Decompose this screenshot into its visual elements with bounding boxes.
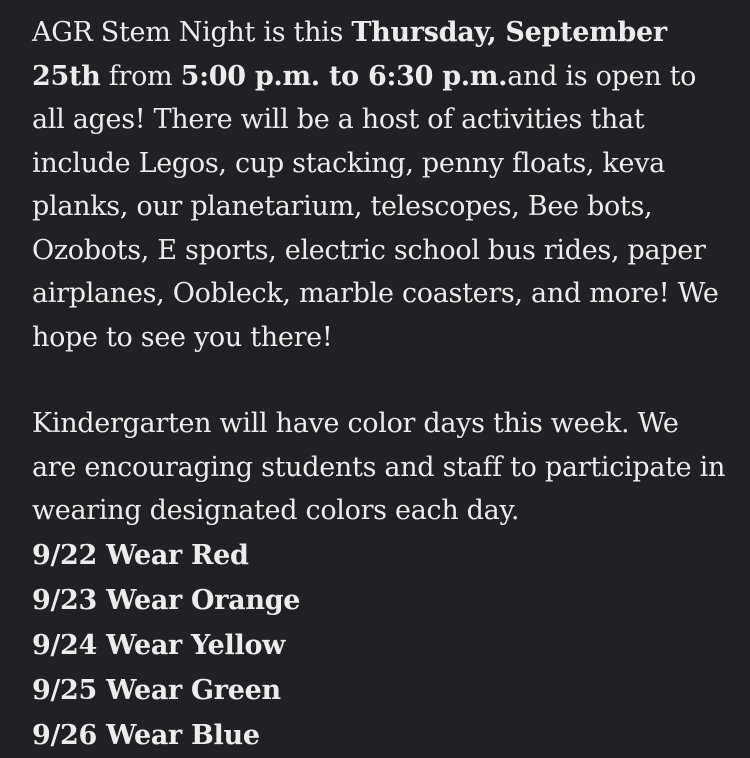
stem-details-text: and is open to all ages! There will be a host of activities that include Legos, cup stacking, penny floats, keva planks, our planetarium, telescopes, Bee bots, Ozobots, E sports, electric school bus rides, paper airplanes, Oobleck, marble coasters, and more! We hope to see you there! bbox=[32, 60, 719, 353]
stem-intro-text: AGR Stem Night is this bbox=[32, 17, 352, 48]
color-day-item: 9/22 Wear Red bbox=[32, 539, 249, 571]
stem-night-paragraph bbox=[32, 11, 728, 359]
color-day-item: 9/23 Wear Orange bbox=[32, 584, 301, 616]
stem-from-text: from bbox=[100, 60, 181, 92]
stem-date: Thursday, September 25th bbox=[32, 17, 667, 92]
stem-time: 5:00 p.m. to 6:30 p.m. bbox=[180, 60, 508, 92]
color-day-item: 9/25 Wear Green bbox=[32, 674, 281, 706]
color-day-item: 9/24 Wear Yellow bbox=[32, 629, 286, 661]
kindergarten-paragraph: Kindergarten will have color days this week. We are encouraging students and staff to participate in wearing designated colors each day. bbox=[32, 408, 726, 526]
color-day-item: 9/26 Wear Blue bbox=[32, 719, 260, 751]
paragraph-spacer bbox=[32, 359, 728, 402]
color-days-list bbox=[32, 533, 728, 758]
